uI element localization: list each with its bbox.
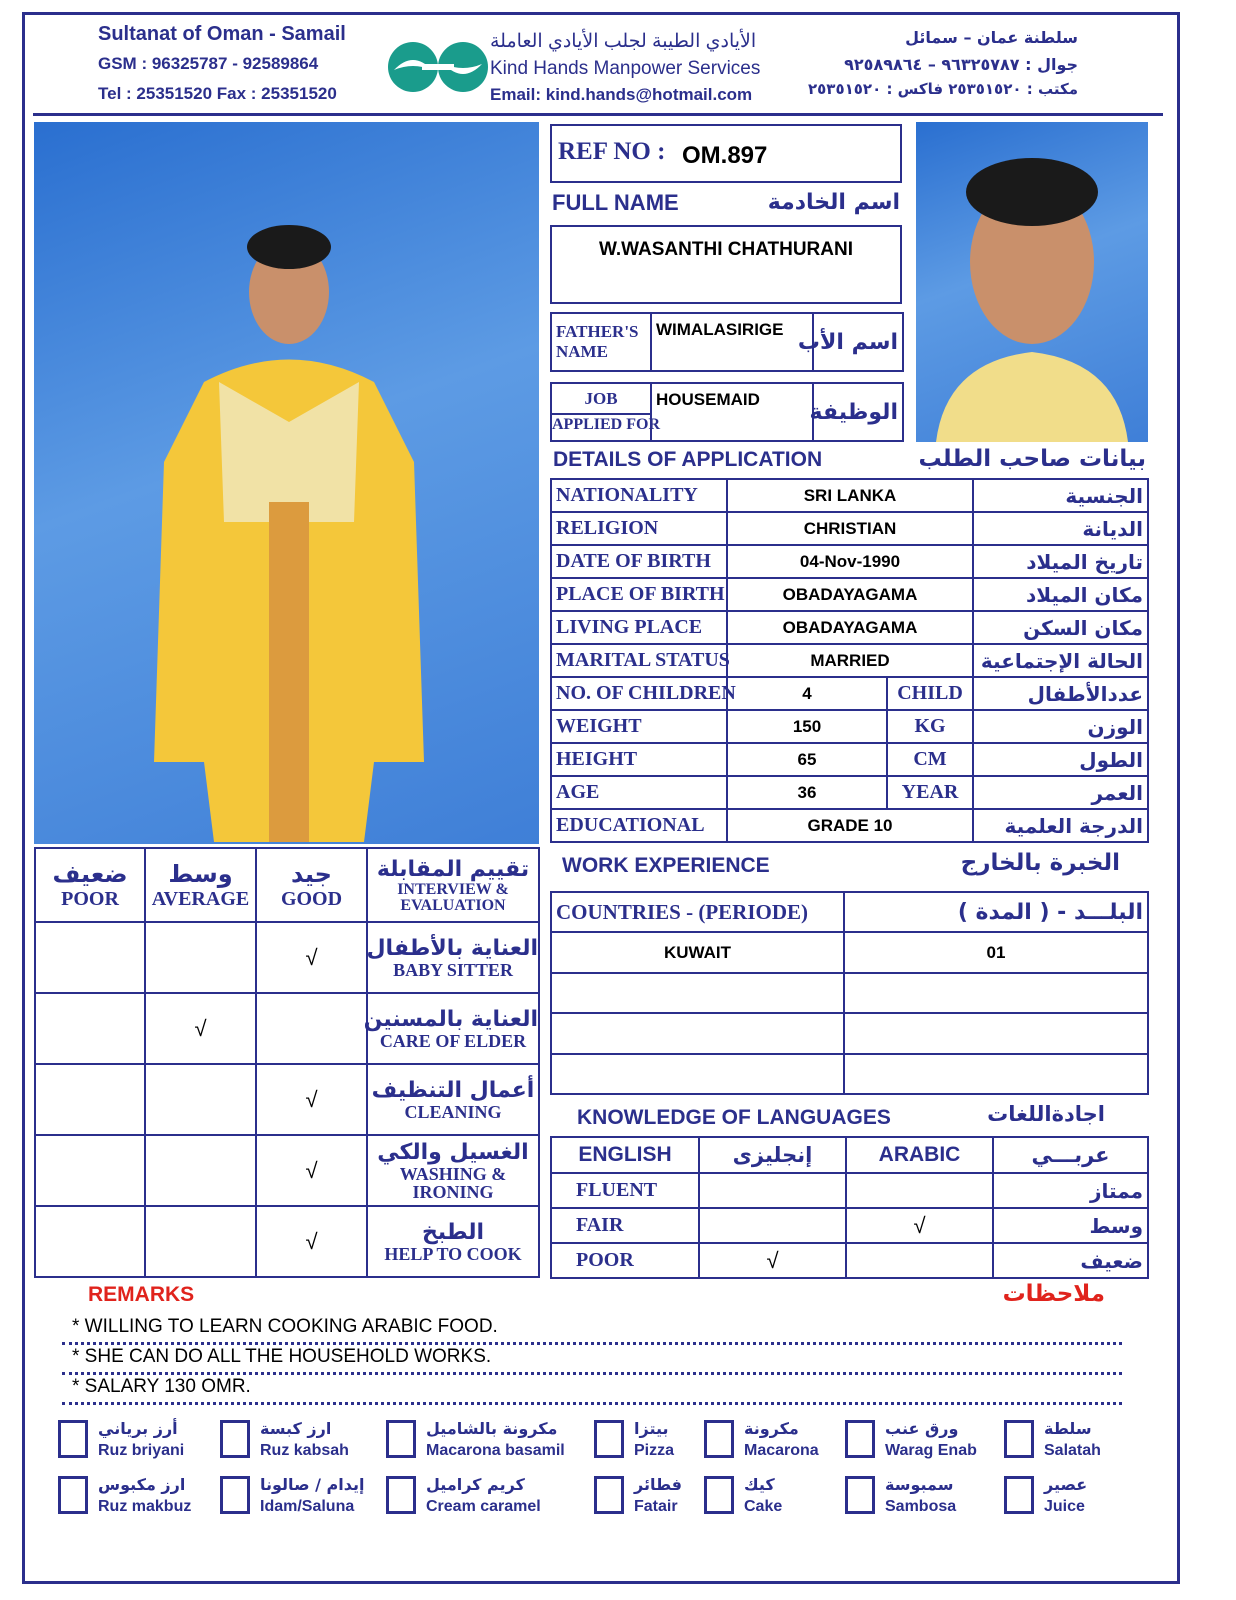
lang-english-mark: √ — [699, 1243, 846, 1278]
full-body-photo — [34, 122, 539, 844]
details-value: OBADAYAGAMA — [727, 611, 973, 644]
eval-head-title-ar: تقييم المقابلة — [376, 856, 530, 882]
details-label: MARITAL STATUS — [551, 644, 727, 677]
eval-average-cell — [145, 1135, 256, 1206]
details-label: PLACE OF BIRTH — [551, 578, 727, 611]
details-row — [551, 809, 1148, 842]
evaluation-row — [35, 922, 539, 993]
lang-level: POOR — [551, 1243, 699, 1278]
job-value: HOUSEMAID — [651, 383, 813, 441]
evaluation-row — [35, 1135, 539, 1206]
lang-arabic-ar: عربـــي — [993, 1137, 1148, 1173]
passport-photo — [916, 122, 1148, 442]
ref-value: OM.897 — [682, 142, 768, 169]
eval-good-tick: √ — [256, 1064, 367, 1135]
details-label-ar: مكان السكن — [973, 611, 1148, 644]
details-label: AGE — [551, 776, 727, 809]
full-name-box — [550, 225, 902, 304]
food-checkbox[interactable] — [220, 1420, 250, 1458]
details-row — [551, 644, 1148, 677]
food-label-ar: ارز كبسة — [260, 1419, 332, 1438]
details-label: HEIGHT — [551, 743, 727, 776]
job-label — [551, 383, 660, 441]
eval-head-average — [145, 848, 256, 922]
food-option[interactable] — [1004, 1418, 1164, 1462]
details-unit: CHILD — [887, 677, 973, 710]
work-country: KUWAIT — [551, 932, 844, 972]
food-option[interactable] — [220, 1418, 380, 1462]
details-value: CHRISTIAN — [727, 512, 973, 545]
food-checkbox[interactable] — [58, 1476, 88, 1514]
languages-header-row — [551, 1137, 1148, 1173]
food-option[interactable] — [704, 1418, 864, 1462]
remarks-title: REMARKS — [88, 1283, 195, 1306]
eval-poor-cell — [35, 1064, 145, 1135]
details-unit: KG — [887, 710, 973, 743]
language-row — [551, 1173, 1148, 1208]
food-label-ar: كيك — [744, 1475, 775, 1494]
eval-head-average-ar: وسط — [168, 859, 233, 888]
food-option[interactable] — [845, 1418, 1005, 1462]
food-checkbox[interactable] — [594, 1420, 624, 1458]
evaluation-row — [35, 993, 539, 1064]
remark-divider-2 — [62, 1372, 1122, 1375]
food-checkbox[interactable] — [386, 1420, 416, 1458]
details-label-ar: الحالة الإجتماعية — [973, 644, 1148, 677]
food-checkbox[interactable] — [1004, 1476, 1034, 1514]
details-value: MARRIED — [727, 644, 973, 677]
food-label-en: Sambosa — [885, 1498, 957, 1515]
evaluation-header-row — [35, 848, 539, 922]
eval-task — [367, 1135, 539, 1206]
details-value: 4 — [727, 677, 887, 710]
food-option[interactable] — [1004, 1474, 1164, 1518]
lang-english: ENGLISH — [551, 1137, 699, 1173]
eval-average-cell — [145, 922, 256, 993]
food-label-ar: سمبوسة — [885, 1475, 954, 1494]
lang-level-ar: وسط — [993, 1208, 1148, 1243]
food-checkbox[interactable] — [845, 1420, 875, 1458]
evaluation-table — [34, 847, 540, 1278]
work-row — [551, 973, 1148, 1013]
food-label-en: Cake — [744, 1498, 783, 1515]
lang-arabic: ARABIC — [846, 1137, 993, 1173]
eval-task-en: BABY SITTER — [393, 960, 513, 980]
remarks-title-ar: ملاحظات — [1002, 1281, 1105, 1307]
lang-english-mark — [699, 1173, 846, 1208]
company-name-en: Kind Hands Manpower Services — [490, 58, 761, 79]
details-value: OBADAYAGAMA — [727, 578, 973, 611]
food-label-ar: مكرونة بالشاميل — [426, 1419, 558, 1438]
details-row — [551, 545, 1148, 578]
languages-table — [550, 1136, 1149, 1279]
work-row — [551, 932, 1148, 972]
eval-good-tick: √ — [256, 922, 367, 993]
eval-poor-cell — [35, 922, 145, 993]
eval-task-en: WASHING & IRONING — [399, 1164, 507, 1202]
job-label-ar: الوظيفة — [813, 383, 903, 441]
food-option[interactable] — [704, 1474, 864, 1518]
food-label-en: Idam/Saluna — [260, 1498, 355, 1515]
details-label: LIVING PLACE — [551, 611, 727, 644]
details-label-ar: الدرجة العلمية — [973, 809, 1148, 842]
father-value: WIMALASIRIGE — [651, 313, 813, 371]
full-name-value: W.WASANTHI CHATHURANI — [598, 239, 853, 260]
details-value: 04-Nov-1990 — [727, 545, 973, 578]
details-label-ar: الوزن — [973, 710, 1148, 743]
details-label-ar: العمر — [973, 776, 1148, 809]
food-option[interactable] — [220, 1474, 380, 1518]
food-checkbox[interactable] — [594, 1476, 624, 1514]
eval-head-poor-en: POOR — [61, 887, 119, 910]
work-country — [551, 1054, 844, 1094]
details-row — [551, 677, 1148, 710]
food-label-ar: بيتزا — [634, 1419, 669, 1438]
company-name-ar: الأيادي الطيبة لجلب الأيادي العاملة — [490, 31, 757, 52]
job-table — [550, 382, 904, 442]
work-period — [844, 973, 1148, 1013]
eval-head-poor — [35, 848, 145, 922]
work-country — [551, 973, 844, 1013]
food-checkbox[interactable] — [386, 1476, 416, 1514]
full-name-label: FULL NAME — [552, 190, 679, 215]
food-checkbox[interactable] — [1004, 1420, 1034, 1458]
eval-head-title-en: INTERVIEW & EVALUATION — [397, 880, 509, 914]
details-label-ar: تاريخ الميلاد — [973, 545, 1148, 578]
food-option[interactable] — [386, 1418, 565, 1462]
food-label-en: Salatah — [1044, 1442, 1101, 1459]
lang-level: FAIR — [551, 1208, 699, 1243]
food-label-en: Macarona basamil — [426, 1442, 565, 1459]
full-name-label-ar: اسم الخادمة — [767, 190, 900, 215]
eval-good-cell — [256, 993, 367, 1064]
details-label: NO. OF CHILDREN — [551, 677, 727, 710]
job-label-line1: JOB — [584, 389, 618, 408]
father-label-ar: اسم الأب — [813, 313, 903, 371]
details-label: EDUCATIONAL — [551, 809, 727, 842]
food-label-ar: مكرونة — [744, 1419, 799, 1438]
food-option[interactable] — [845, 1474, 1005, 1518]
header-right-line2: جوال : ٩٦٣٢٥٧٨٧ – ٩٢٥٨٩٨٦٤ — [844, 55, 1078, 74]
eval-task-ar: أعمال التنظيف — [371, 1078, 535, 1103]
details-value: SRI LANKA — [727, 479, 973, 512]
work-title: WORK EXPERIENCE — [562, 854, 770, 877]
food-label-ar: كريم كراميل — [426, 1475, 525, 1494]
details-title-ar: بيانات صاحب الطلب — [918, 446, 1146, 472]
details-table — [550, 478, 1149, 843]
food-checkbox[interactable] — [220, 1476, 250, 1514]
food-label-ar: سلطة — [1044, 1419, 1092, 1438]
eval-task — [367, 1206, 539, 1277]
eval-average-cell — [145, 1064, 256, 1135]
eval-task-en: CLEANING — [404, 1102, 502, 1122]
eval-poor-cell — [35, 1135, 145, 1206]
food-label-en: Ruz kabsah — [260, 1442, 349, 1459]
languages-title: KNOWLEDGE OF LANGUAGES — [577, 1106, 891, 1129]
food-label-en: Ruz briyani — [98, 1442, 185, 1459]
details-row — [551, 710, 1148, 743]
eval-task — [367, 922, 539, 993]
eval-task-ar: الغسيل والكي — [377, 1140, 529, 1165]
details-unit: YEAR — [887, 776, 973, 809]
lang-level-ar: ضعيف — [993, 1243, 1148, 1278]
work-col-ar: البلـــد - ( المدة ) — [844, 892, 1148, 932]
details-label-ar: مكان الميلاد — [973, 578, 1148, 611]
job-label-line2: APPLIED FOR — [552, 413, 650, 435]
eval-task-ar: العناية بالأطفال — [366, 936, 538, 961]
lang-english-ar: إنجليزى — [699, 1137, 846, 1173]
language-row — [551, 1208, 1148, 1243]
lang-level: FLUENT — [551, 1173, 699, 1208]
food-label-en: Fatair — [634, 1498, 678, 1515]
eval-task-en: CARE OF ELDER — [379, 1031, 527, 1051]
lang-arabic-mark — [846, 1173, 993, 1208]
remark-divider-3 — [62, 1402, 1122, 1405]
food-label-en: Warag Enab — [885, 1442, 977, 1459]
eval-head-good — [256, 848, 367, 922]
details-label-ar: عددالأطفال — [973, 677, 1148, 710]
details-value: 150 — [727, 710, 887, 743]
lang-arabic-mark — [846, 1243, 993, 1278]
header-right — [830, 24, 1078, 78]
eval-task — [367, 1064, 539, 1135]
header-divider — [33, 113, 1163, 116]
details-row — [551, 611, 1148, 644]
eval-head-good-ar: جيد — [291, 859, 332, 888]
details-label: NATIONALITY — [551, 479, 727, 512]
food-checkbox[interactable] — [845, 1476, 875, 1514]
work-period — [844, 1054, 1148, 1094]
details-row — [551, 578, 1148, 611]
work-col-en: COUNTRIES - (PERIODE) — [551, 892, 844, 932]
food-option[interactable] — [58, 1474, 218, 1518]
remark-line-1: * WILLING TO LEARN COOKING ARABIC FOOD. — [72, 1316, 498, 1337]
food-label-en: Ruz makbuz — [98, 1498, 192, 1515]
language-row — [551, 1243, 1148, 1278]
food-option[interactable] — [386, 1474, 546, 1518]
details-label-ar: الجنسية — [973, 479, 1148, 512]
details-row — [551, 512, 1148, 545]
food-label-en: Macarona — [744, 1442, 819, 1459]
remark-line-3: * SALARY 130 OMR. — [72, 1376, 251, 1397]
eval-task — [363, 993, 539, 1064]
work-period — [844, 1013, 1148, 1053]
ref-label: REF NO : — [558, 138, 666, 165]
food-label-en: Juice — [1044, 1498, 1085, 1515]
header-left-line1: Sultanat of Oman - Samail — [98, 23, 346, 45]
header-right-line3: مكتب : ٢٥٣٥١٥٢٠ فاكس : ٢٥٣٥١٥٢٠ — [807, 80, 1078, 98]
details-row — [551, 776, 1148, 809]
eval-average-cell — [145, 1206, 256, 1277]
details-label: WEIGHT — [551, 710, 727, 743]
father-table — [550, 312, 904, 372]
food-label-en: Pizza — [634, 1442, 675, 1459]
food-label-ar: ارز مكبوس — [98, 1475, 186, 1494]
eval-task-ar: الطبخ — [421, 1220, 485, 1245]
eval-task-en: HELP TO COOK — [384, 1244, 522, 1264]
header-left-line3: Tel : 25351520 Fax : 25351520 — [98, 84, 337, 103]
header-right-line1: سلطنة عمان – سمائل — [905, 28, 1078, 47]
details-value: GRADE 10 — [727, 809, 973, 842]
food-checkbox[interactable] — [704, 1476, 734, 1514]
details-label-ar: الديانة — [973, 512, 1148, 545]
evaluation-row — [35, 1206, 539, 1277]
eval-head-title — [367, 848, 539, 922]
details-row — [551, 743, 1148, 776]
food-label-ar: ورق عنب — [885, 1419, 959, 1438]
evaluation-row — [35, 1064, 539, 1135]
father-label: FATHER'S NAME — [551, 313, 651, 371]
work-period: 01 — [844, 932, 1148, 972]
header-left-line2: GSM : 96325787 - 92589864 — [98, 54, 319, 73]
food-label-ar: عصير — [1044, 1475, 1088, 1494]
food-checkbox[interactable] — [58, 1420, 88, 1458]
eval-average-tick: √ — [145, 993, 256, 1064]
eval-poor-cell — [35, 1206, 145, 1277]
details-unit: CM — [887, 743, 973, 776]
food-label-ar: أرز برياني — [98, 1419, 178, 1438]
details-row — [551, 479, 1148, 512]
eval-task-ar: العناية بالمسنين — [363, 1007, 538, 1032]
food-label-en: Cream caramel — [426, 1498, 541, 1515]
remark-line-2: * SHE CAN DO ALL THE HOUSEHOLD WORKS. — [72, 1346, 492, 1367]
header-left — [98, 22, 346, 106]
ref-box — [550, 124, 902, 183]
details-value: 36 — [727, 776, 887, 809]
lang-arabic-mark: √ — [846, 1208, 993, 1243]
eval-poor-cell — [35, 993, 145, 1064]
languages-title-ar: اجادةاللغات — [987, 1102, 1105, 1126]
details-label-ar: الطول — [973, 743, 1148, 776]
food-checkbox[interactable] — [704, 1420, 734, 1458]
work-header-row — [551, 892, 1148, 932]
eval-head-good-en: GOOD — [280, 887, 343, 910]
details-value: 65 — [727, 743, 887, 776]
eval-head-poor-ar: ضعيف — [52, 859, 128, 888]
details-title: DETAILS OF APPLICATION — [553, 448, 823, 471]
work-country — [551, 1013, 844, 1053]
lang-english-mark — [699, 1208, 846, 1243]
food-label-ar: فطائر — [634, 1475, 683, 1494]
work-title-ar: الخبرة بالخارج — [960, 850, 1120, 876]
work-row — [551, 1054, 1148, 1094]
eval-good-tick: √ — [256, 1135, 367, 1206]
food-option[interactable] — [58, 1418, 218, 1462]
company-email: Email: kind.hands@hotmail.com — [490, 85, 753, 104]
details-label: RELIGION — [551, 512, 727, 545]
work-row — [551, 1013, 1148, 1053]
lang-level-ar: ممتاز — [993, 1173, 1148, 1208]
company-logo — [386, 40, 490, 94]
eval-head-average-en: AVERAGE — [151, 887, 250, 910]
eval-good-tick: √ — [256, 1206, 367, 1277]
work-table — [550, 891, 1149, 1095]
food-label-ar: إيدام / صالونا — [260, 1475, 365, 1494]
remark-divider-1 — [62, 1342, 1122, 1345]
details-label: DATE OF BIRTH — [551, 545, 727, 578]
